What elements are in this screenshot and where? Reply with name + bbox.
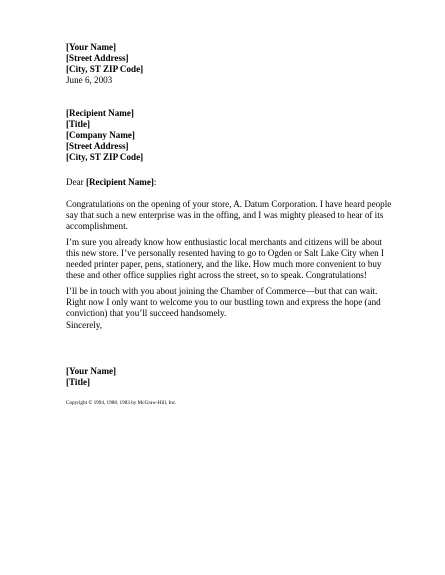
recipient-name: [Recipient Name]: [66, 108, 134, 118]
salutation-suffix: :: [153, 177, 157, 187]
signature-block: [66, 366, 396, 388]
recipient-street: [Street Address]: [66, 141, 129, 151]
paragraph-line: I’m sure you already know how enthusiastic local merchants and citizens will be about: [66, 237, 382, 247]
paragraph-line: Congratulations on the opening of your store, A. Datum Corporation. I have heard people: [66, 199, 392, 209]
closing: [66, 320, 396, 331]
sender-address-block: [66, 42, 396, 86]
recipient-address-block: [66, 108, 396, 163]
copyright-notice: Copyright © 1994, 1988, 1983 by McGraw-Hill, Inc.: [66, 400, 177, 406]
recipient-city: [City, ST ZIP Code]: [66, 152, 144, 162]
paragraph-line: say that such a new enterprise was in the offing, and I was mighty pleased to hear of its: [66, 210, 384, 220]
paragraph-line: I’ll be in touch with you about joining the Chamber of Commerce—but that can wait.: [66, 286, 378, 296]
sender-city: [City, ST ZIP Code]: [66, 64, 144, 74]
sender-name: [Your Name]: [66, 42, 117, 52]
signature-name: [Your Name]: [66, 366, 117, 376]
body-paragraph-3: [66, 286, 398, 319]
paragraph-line: conviction) that you’ll succeed handsomely.: [66, 308, 227, 318]
sender-street: [Street Address]: [66, 53, 129, 63]
paragraph-line: this new store. I’ve personally resented having to go to Ogden or Salt Lake City when I: [66, 248, 384, 258]
recipient-company: [Company Name]: [66, 130, 135, 140]
salutation-prefix: Dear: [66, 177, 86, 187]
salutation-recipient-name: [Recipient Name]: [85, 177, 154, 187]
recipient-title: [Title]: [66, 119, 91, 129]
letter-date: June 6, 2003: [66, 75, 113, 85]
paragraph-line: Right now I only want to welcome you to our bustling town and express the hope (and: [66, 297, 381, 307]
closing-text: Sincerely,: [66, 320, 103, 330]
paragraph-line: needed printer paper, pens, stationery, and the like. How much more convenient to buy: [66, 259, 382, 269]
signature-title: [Title]: [66, 377, 91, 387]
salutation: [66, 177, 396, 188]
paragraph-line: these and other office supplies right across the street, so to speak. Congratulations!: [66, 270, 367, 280]
body-paragraph-2: [66, 237, 398, 281]
body-paragraph-1: [66, 199, 398, 232]
paragraph-line: accomplishment.: [66, 221, 128, 231]
